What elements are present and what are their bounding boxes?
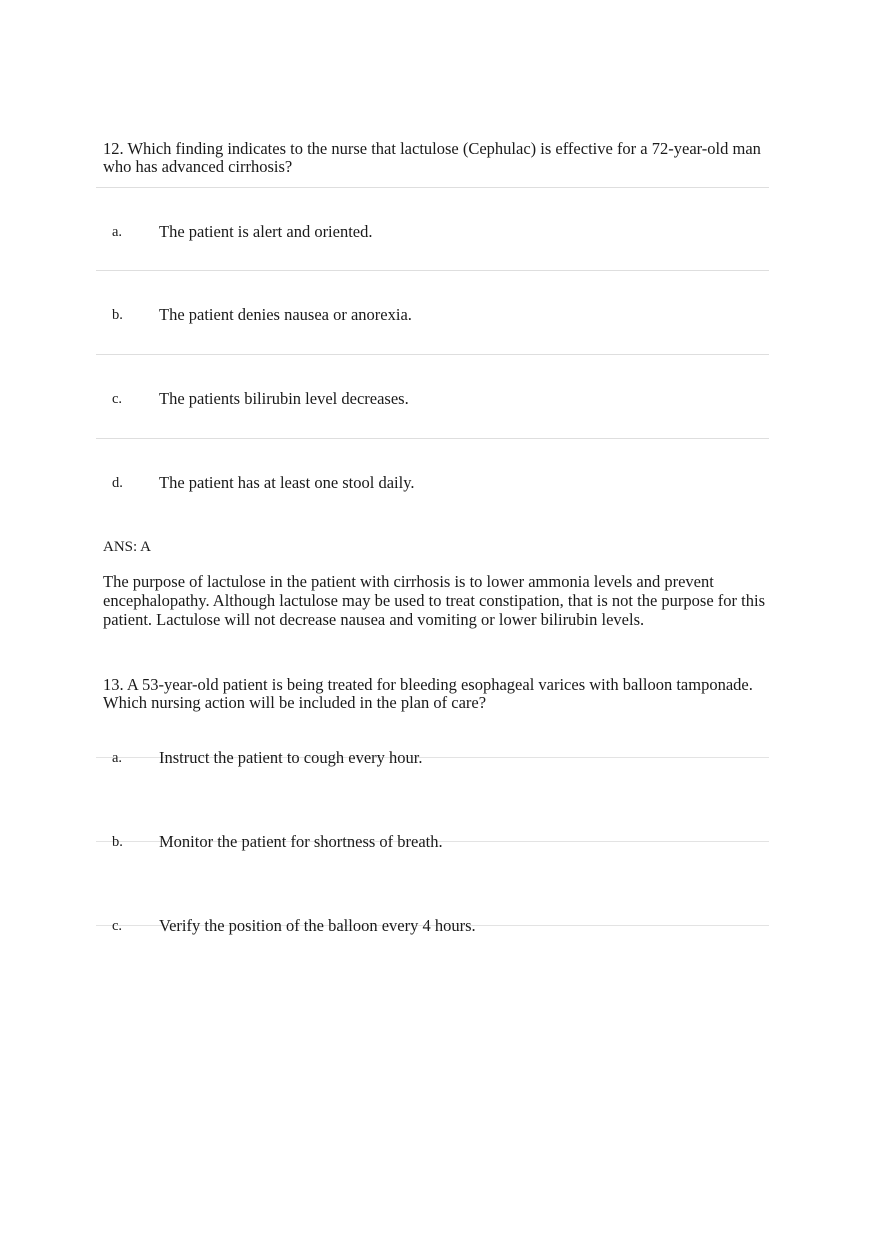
option-12-d <box>96 439 769 523</box>
question-13-text: 13. A 53-year-old patient is being treated for bleeding esophageal varices with balloon tamponade. Which nursing action will be included in the plan of care? <box>103 675 753 712</box>
option-13-a <box>96 748 769 770</box>
option-text: The patient has at least one stool daily. <box>159 473 415 492</box>
option-text: Monitor the patient for shortness of breath. <box>159 832 443 851</box>
option-letter: d. <box>112 475 123 491</box>
option-letter: a. <box>112 224 123 240</box>
option-letter: a. <box>112 750 123 766</box>
option-text: Verify the position of the balloon every 4 hours. <box>159 916 476 935</box>
option-12-c <box>96 355 769 439</box>
option-13-b <box>96 832 769 854</box>
question-12-text: 12. Which finding indicates to the nurse that lactulose (Cephulac) is effective for a 72-year-old man who has advanced cirrhosis? <box>103 139 761 176</box>
answer-key: ANS: A <box>103 539 151 555</box>
option-12-a <box>96 187 769 271</box>
option-text: The patient denies nausea or anorexia. <box>159 305 412 324</box>
option-letter: b. <box>112 307 123 323</box>
option-12-b <box>96 271 769 355</box>
option-text: The patients bilirubin level decreases. <box>159 389 409 408</box>
option-text: The patient is alert and oriented. <box>159 222 373 241</box>
option-letter: c. <box>112 918 123 934</box>
option-13-c <box>96 916 769 938</box>
option-letter: c. <box>112 391 123 407</box>
option-letter: b. <box>112 834 123 850</box>
rationale-text: The purpose of lactulose in the patient with cirrhosis is to lower ammonia levels and prevent encephalopathy. Although lactulose may be used to treat constipation, that is not the purpose for this patient. Lactulose will not decrease nausea and vomiting or lower bilirubin levels. <box>103 572 765 629</box>
option-text: Instruct the patient to cough every hour. <box>159 748 423 767</box>
